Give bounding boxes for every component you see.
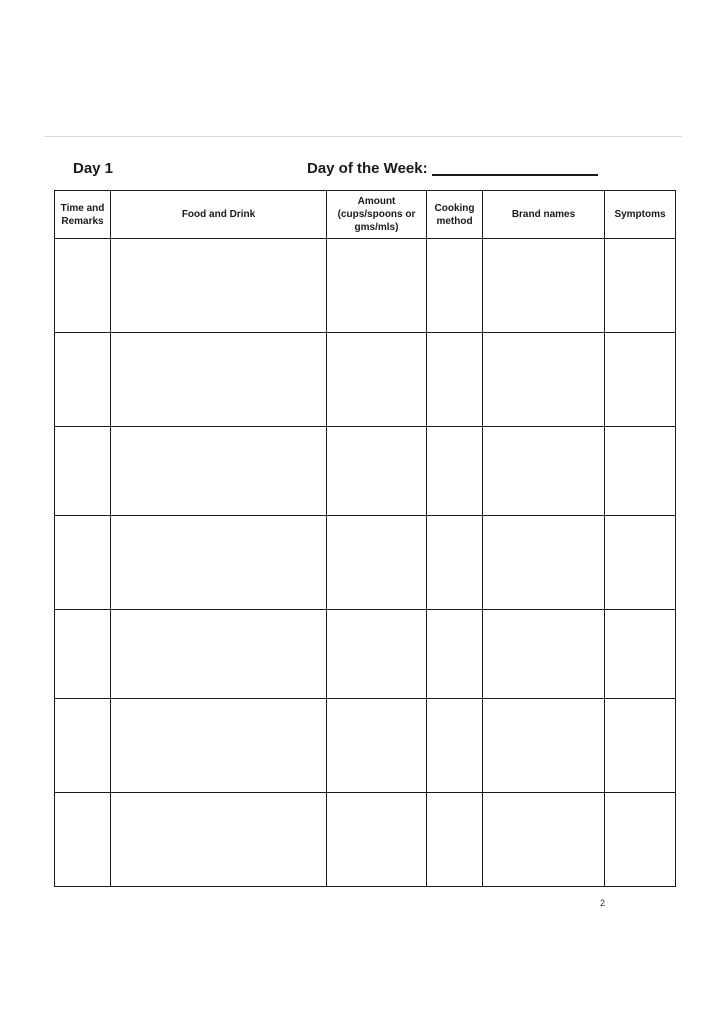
table-row xyxy=(55,516,676,610)
cell-food-drink[interactable] xyxy=(111,699,327,793)
cell-time-remarks[interactable] xyxy=(55,699,111,793)
header-brand-names: Brand names xyxy=(483,191,605,239)
cell-cooking-method[interactable] xyxy=(427,239,483,333)
cell-food-drink[interactable] xyxy=(111,427,327,516)
table-row xyxy=(55,793,676,887)
cell-amount[interactable] xyxy=(327,333,427,427)
cell-time-remarks[interactable] xyxy=(55,239,111,333)
header-amount: Amount (cups/spoons or gms/mls) xyxy=(327,191,427,239)
cell-brand-names[interactable] xyxy=(483,699,605,793)
header-cooking-method: Cooking method xyxy=(427,191,483,239)
cell-food-drink[interactable] xyxy=(111,239,327,333)
food-diary-table xyxy=(54,190,676,887)
cell-symptoms[interactable] xyxy=(605,333,676,427)
cell-brand-names[interactable] xyxy=(483,610,605,699)
cell-brand-names[interactable] xyxy=(483,516,605,610)
day-label: Day 1 xyxy=(73,160,114,177)
cell-amount[interactable] xyxy=(327,516,427,610)
header-time-remarks: Time and Remarks xyxy=(55,191,111,239)
cell-time-remarks[interactable] xyxy=(55,793,111,887)
table-row xyxy=(55,610,676,699)
cell-food-drink[interactable] xyxy=(111,516,327,610)
cell-food-drink[interactable] xyxy=(111,793,327,887)
header-symptoms: Symptoms xyxy=(605,191,676,239)
cell-symptoms[interactable] xyxy=(605,793,676,887)
cell-brand-names[interactable] xyxy=(483,239,605,333)
table-row xyxy=(55,333,676,427)
cell-brand-names[interactable] xyxy=(483,333,605,427)
cell-amount[interactable] xyxy=(327,239,427,333)
page-number: 2 xyxy=(600,898,606,908)
day-of-week-label: Day of the Week: xyxy=(307,160,428,177)
cell-symptoms[interactable] xyxy=(605,699,676,793)
cell-symptoms[interactable] xyxy=(605,516,676,610)
table-row xyxy=(55,427,676,516)
cell-cooking-method[interactable] xyxy=(427,516,483,610)
cell-time-remarks[interactable] xyxy=(55,516,111,610)
header-row xyxy=(55,191,676,239)
cell-cooking-method[interactable] xyxy=(427,699,483,793)
cell-brand-names[interactable] xyxy=(483,427,605,516)
cell-food-drink[interactable] xyxy=(111,610,327,699)
cell-amount[interactable] xyxy=(327,610,427,699)
cell-cooking-method[interactable] xyxy=(427,610,483,699)
cell-brand-names[interactable] xyxy=(483,793,605,887)
cell-symptoms[interactable] xyxy=(605,239,676,333)
cell-cooking-method[interactable] xyxy=(427,427,483,516)
cell-amount[interactable] xyxy=(327,427,427,516)
cell-cooking-method[interactable] xyxy=(427,333,483,427)
day-of-week-blank-line[interactable] xyxy=(432,174,598,176)
diary-body xyxy=(55,239,676,887)
cell-amount[interactable] xyxy=(327,793,427,887)
cell-time-remarks[interactable] xyxy=(55,427,111,516)
cell-time-remarks[interactable] xyxy=(55,333,111,427)
cell-cooking-method[interactable] xyxy=(427,793,483,887)
header-food-drink: Food and Drink xyxy=(111,191,327,239)
table-row xyxy=(55,699,676,793)
cell-symptoms[interactable] xyxy=(605,427,676,516)
cell-food-drink[interactable] xyxy=(111,333,327,427)
cell-amount[interactable] xyxy=(327,699,427,793)
cell-time-remarks[interactable] xyxy=(55,610,111,699)
top-divider xyxy=(44,136,682,137)
table-row xyxy=(55,239,676,333)
cell-symptoms[interactable] xyxy=(605,610,676,699)
